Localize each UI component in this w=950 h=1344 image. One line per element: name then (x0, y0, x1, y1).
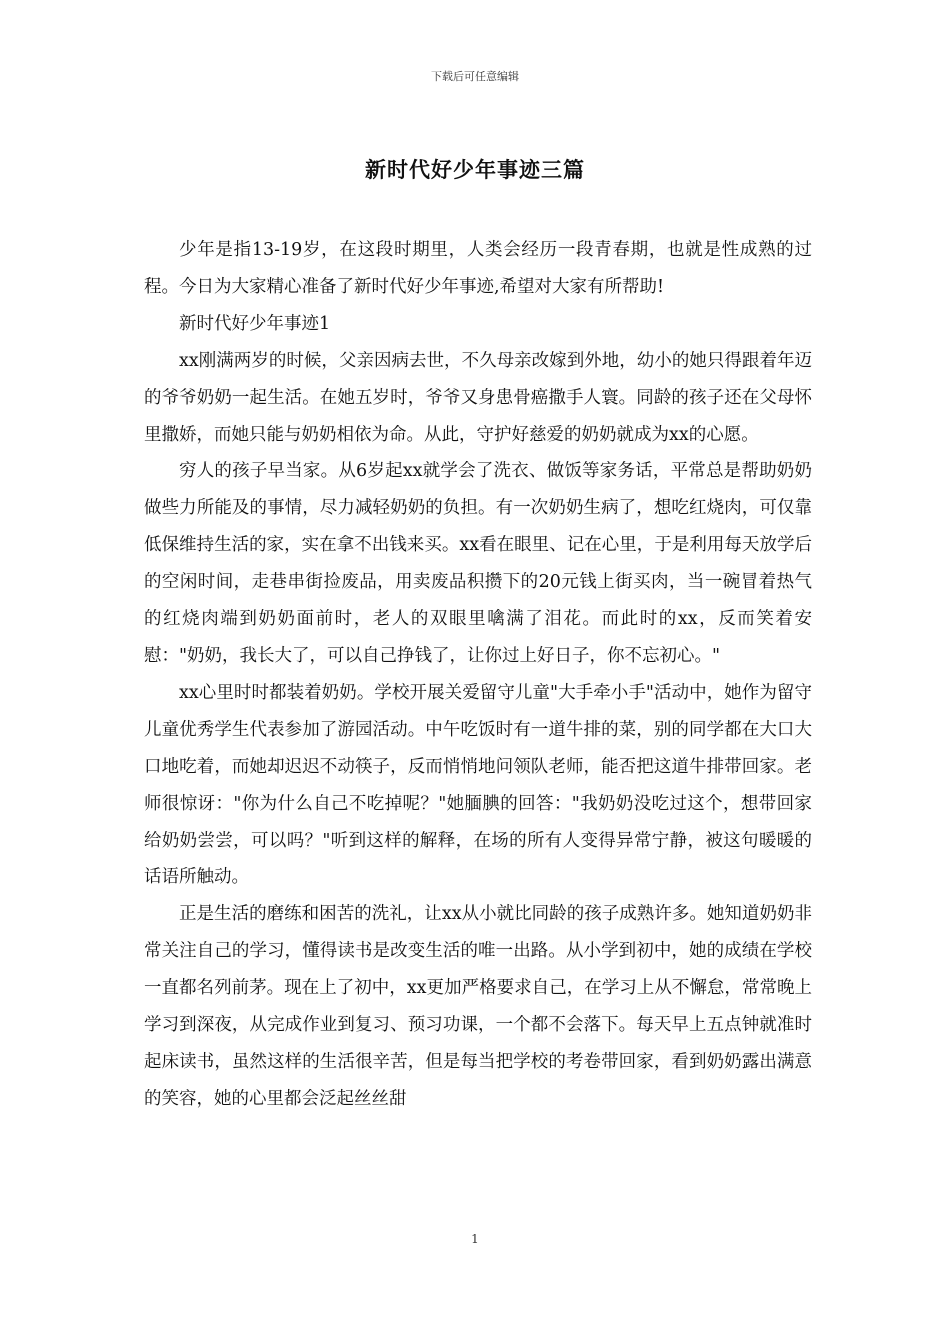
paragraph-intro: 少年是指13-19岁，在这段时期里，人类会经历一段青春期，也就是性成熟的过程。今日为大家精心准备了新时代好少年事迹,希望对大家有所帮助! (144, 240, 812, 297)
paragraph: 穷人的孩子早当家。从6岁起xx就学会了洗衣、做饭等家务话，平常总是帮助奶奶做些力所能及的事情，尽力减轻奶奶的负担。有一次奶奶生病了，想吃红烧肉，可仅靠低保维持生活的家，实在拿不出钱来买。xx看在眼里、记在心里，于是利用每天放学后的空闲时间，走巷串街捡废品，用卖废品积攒下的20元钱上街买肉，当一碗冒着热气的红烧肉端到奶奶面前时，老人的双眼里噙满了泪花。而此时的xx，反而笑着安慰："奶奶，我长大了，可以自己挣钱了，让你过上好日子，你不忘初心。" (144, 461, 812, 666)
paragraph: xx心里时时都装着奶奶。学校开展关爱留守儿童"大手牵小手"活动中，她作为留守儿童优秀学生代表参加了游园活动。中午吃饭时有一道牛排的菜，别的同学都在大口大口地吃着，而她却迟迟不动筷子，反而悄悄地问领队老师，能否把这道牛排带回家。老师很惊讶："你为什么自己不吃掉呢？"她腼腆的回答："我奶奶没吃过这个，想带回家给奶奶尝尝，可以吗？"听到这样的解释，在场的所有人变得异常宁静，被这句暖暖的话语所触动。 (144, 682, 812, 888)
paragraph: xx刚满两岁的时候，父亲因病去世，不久母亲改嫁到外地，幼小的她只得跟着年迈的爷爷奶奶一起生活。在她五岁时，爷爷又身患骨癌撒手人寰。同龄的孩子还在父母怀里撒娇，而她只能与奶奶相依为命。从此，守护好慈爱的奶奶就成为xx的心愿。 (144, 350, 812, 445)
document-title: 新时代好少年事迹三篇 (365, 158, 585, 182)
section-heading: 新时代好少年事迹1 (179, 313, 331, 334)
page-number: 1 (471, 1232, 479, 1246)
page-header: 下载后可任意编辑 (431, 70, 519, 83)
paragraph: 正是生活的磨练和困苦的洗礼，让xx从小就比同龄的孩子成熟许多。她知道奶奶非常关注自己的学习，懂得读书是改变生活的唯一出路。从小学到初中，她的成绩在学校一直都名列前茅。现在上了初中，xx更加严格要求自己，在学习上从不懈怠，常常晚上学习到深夜，从完成作业到复习、预习功课，一个都不会落下。每天早上五点钟就准时起床读书，虽然这样的生活很辛苦，但是每当把学校的考卷带回家，看到奶奶露出满意的笑容，她的心里都会泛起丝丝甜 (144, 904, 812, 1109)
document-body (144, 232, 812, 1118)
